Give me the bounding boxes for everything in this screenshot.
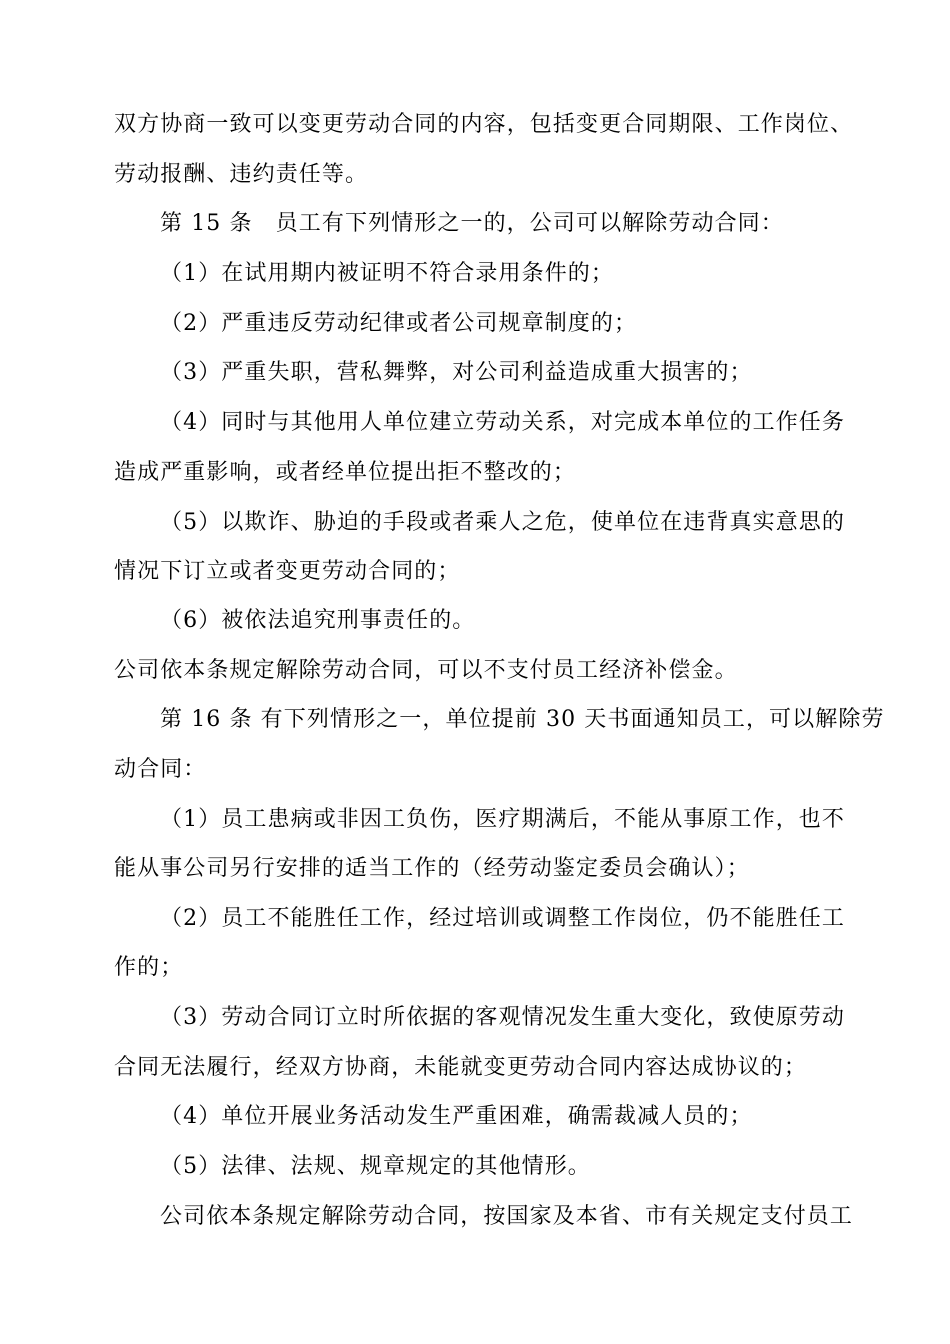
list-item: （1）员工患病或非因工负伤，医疗期满后，不能从事原工作，也不 xyxy=(160,807,845,832)
list-item: （3）劳动合同订立时所依据的客观情况发生重大变化，致使原劳动 xyxy=(160,1005,845,1030)
article-heading: 第 16 条 有下列情形之一，单位提前 30 天书面通知员工，可以解除劳 xyxy=(160,707,885,732)
text-line: 动合同： xyxy=(114,757,207,782)
text-line: 造成严重影响，或者经单位提出拒不整改的； xyxy=(114,460,577,485)
list-item: （3）严重失职，营私舞弊，对公司利益造成重大损害的； xyxy=(160,360,753,385)
text-line: 合同无法履行，经双方协商，未能就变更劳动合同内容达成协议的； xyxy=(114,1055,808,1080)
article-heading: 第 15 条 员工有下列情形之一的，公司可以解除劳动合同： xyxy=(160,211,784,236)
list-item: （5）法律、法规、规章规定的其他情形。 xyxy=(160,1154,591,1179)
text-line: 能从事公司另行安排的适当工作的（经劳动鉴定委员会确认）； xyxy=(114,856,750,881)
text-line: 公司依本条规定解除劳动合同，可以不支付员工经济补偿金。 xyxy=(114,658,738,683)
list-item: （1）在试用期内被证明不符合录用条件的； xyxy=(160,261,614,286)
text-line: 劳动报酬、违约责任等。 xyxy=(114,162,369,187)
text-line: 双方协商一致可以变更劳动合同的内容，包括变更合同期限、工作岗位、 xyxy=(114,112,854,137)
text-line: 公司依本条规定解除劳动合同，按国家及本省、市有关规定支付员工 xyxy=(160,1204,854,1229)
list-item: （2）员工不能胜任工作，经过培训或调整工作岗位，仍不能胜任工 xyxy=(160,906,845,931)
list-item: （4）单位开展业务活动发生严重困难，确需裁减人员的； xyxy=(160,1104,753,1129)
list-item: （4）同时与其他用人单位建立劳动关系，对完成本单位的工作任务 xyxy=(160,410,845,435)
list-item: （6）被依法追究刑事责任的。 xyxy=(160,608,476,633)
text-line: 作的； xyxy=(114,955,184,980)
list-item: （5）以欺诈、胁迫的手段或者乘人之危，使单位在违背真实意思的 xyxy=(160,510,845,535)
text-line: 情况下订立或者变更劳动合同的； xyxy=(114,559,461,584)
list-item: （2）严重违反劳动纪律或者公司规章制度的； xyxy=(160,311,638,336)
